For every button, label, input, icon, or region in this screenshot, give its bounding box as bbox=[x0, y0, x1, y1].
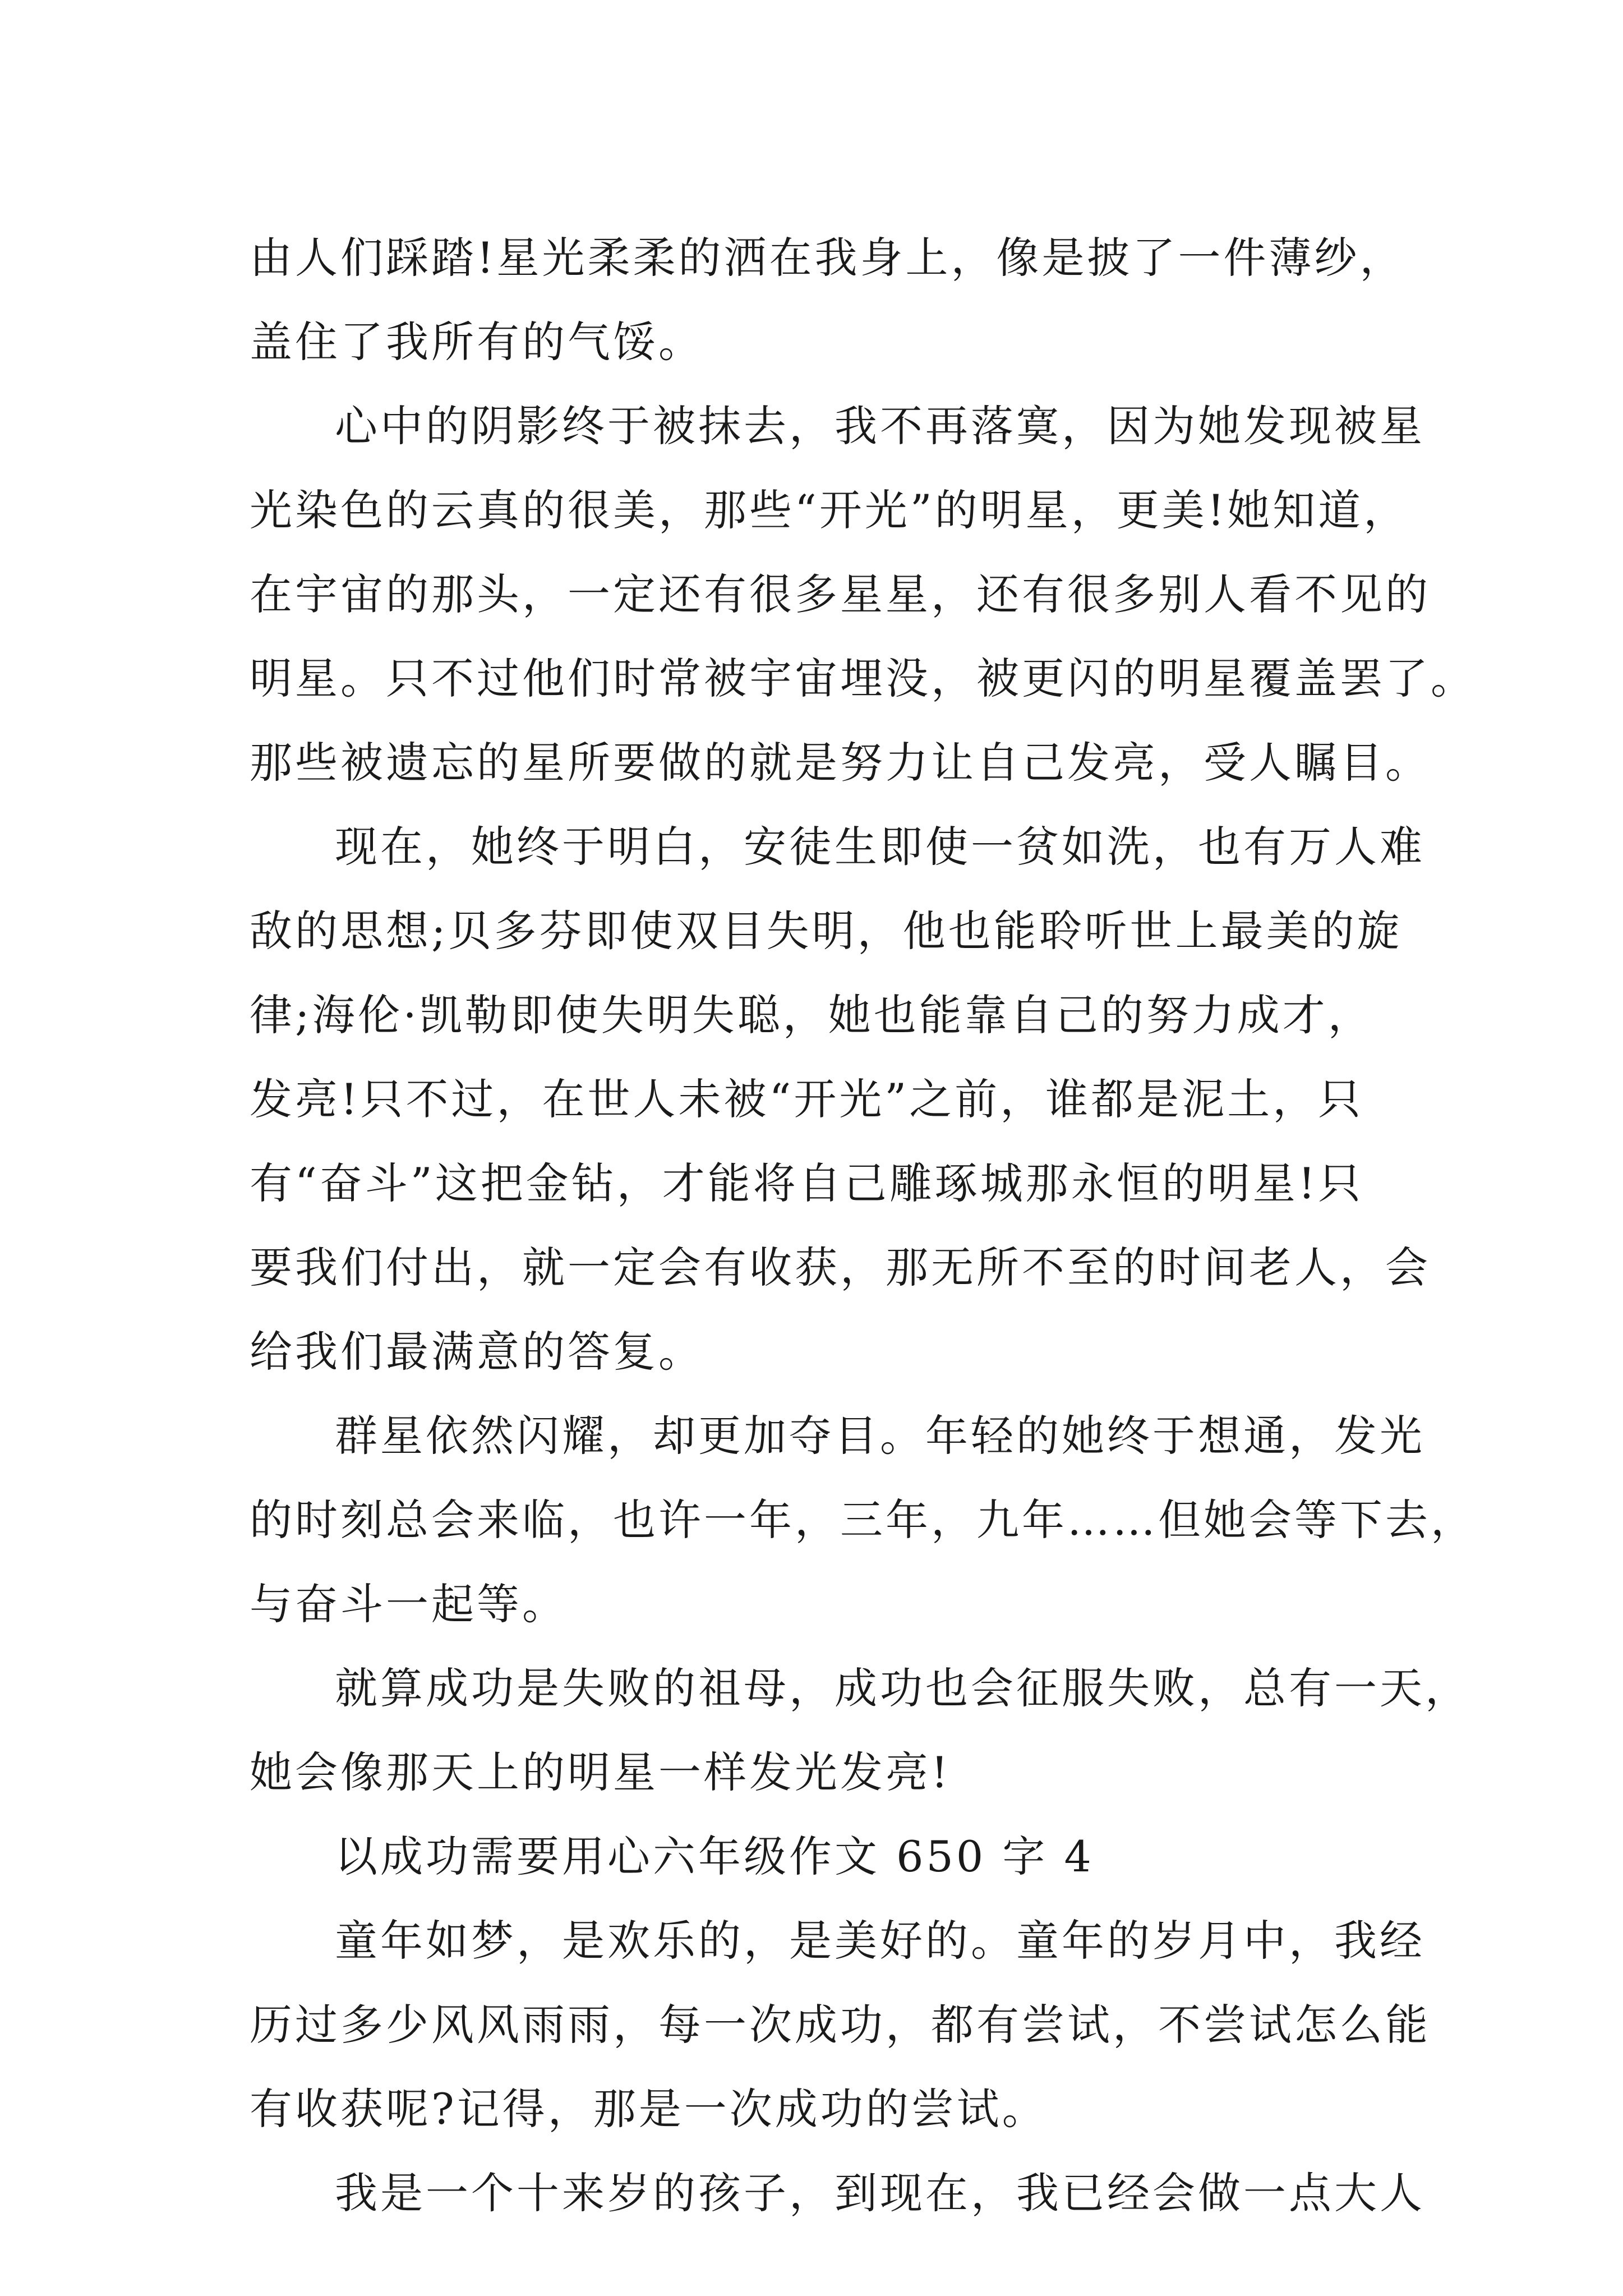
paragraph-start-line: 童年如梦，是欢乐的，是美好的。童年的岁月中，我经 bbox=[335, 1916, 1425, 1966]
text-line: 律;海伦·凯勒即使失明失聪，她也能靠自己的努力成才， bbox=[250, 990, 1373, 1040]
paragraph-start-line: 现在，她终于明白，安徒生即使一贫如洗，也有万人难 bbox=[335, 822, 1425, 872]
paragraph-start-line: 群星依然闪耀，却更加夺目。年轻的她终于想通，发光 bbox=[335, 1411, 1425, 1461]
text-line: 与奋斗一起等。 bbox=[250, 1579, 568, 1629]
text-line: 给我们最满意的答复。 bbox=[250, 1327, 704, 1377]
text-line: 盖住了我所有的气馁。 bbox=[250, 317, 704, 367]
text-line: 历过多少风风雨雨，每一次成功，都有尝试，不尝试怎么能 bbox=[250, 2000, 1431, 2050]
text-line: 发亮!只不过，在世人未被“开光”之前，谁都是泥土，只 bbox=[250, 1074, 1364, 1124]
text-line: 的时刻总会来临，也许一年，三年，九年……但她会等下去， bbox=[250, 1495, 1476, 1545]
paragraph-start-line: 心中的阴影终于被抹去，我不再落寞，因为她发现被星 bbox=[335, 401, 1425, 451]
section-heading: 以成功需要用心六年级作文 650 字 4 bbox=[335, 1832, 1094, 1881]
text-line: 要我们付出，就一定会有收获，那无所不至的时间老人，会 bbox=[250, 1243, 1431, 1292]
text-line: 明星。只不过他们时常被宇宙埋没，被更闪的明星覆盖罢了。 bbox=[250, 654, 1476, 703]
text-line: 由人们踩踏!星光柔柔的洒在我身上，像是披了一件薄纱， bbox=[250, 233, 1405, 283]
text-line: 光染色的云真的很美，那些“开光”的明星，更美!她知道， bbox=[250, 485, 1409, 535]
text-line: 她会像那天上的明星一样发光发亮! bbox=[250, 1747, 951, 1797]
paragraph-start-line: 就算成功是失败的祖母，成功也会征服失败，总有一天， bbox=[335, 1663, 1470, 1713]
text-line: 那些被遗忘的星所要做的就是努力让自己发亮，受人瞩目。 bbox=[250, 738, 1431, 788]
text-line: 敌的思想;贝多芬即使双目失明，他也能聆听世上最美的旋 bbox=[250, 906, 1403, 956]
text-line: 有收获呢?记得，那是一次成功的尝试。 bbox=[250, 2084, 1048, 2134]
document-body bbox=[250, 216, 1476, 2235]
text-line: 有“奋斗”这把金钻，才能将自己雕琢城那永恒的明星!只 bbox=[250, 1158, 1364, 1208]
paragraph-start-line: 我是一个十来岁的孩子，到现在，我已经会做一点大人 bbox=[335, 2168, 1425, 2218]
text-line: 在宇宙的那头，一定还有很多星星，还有很多别人看不见的 bbox=[250, 569, 1431, 619]
